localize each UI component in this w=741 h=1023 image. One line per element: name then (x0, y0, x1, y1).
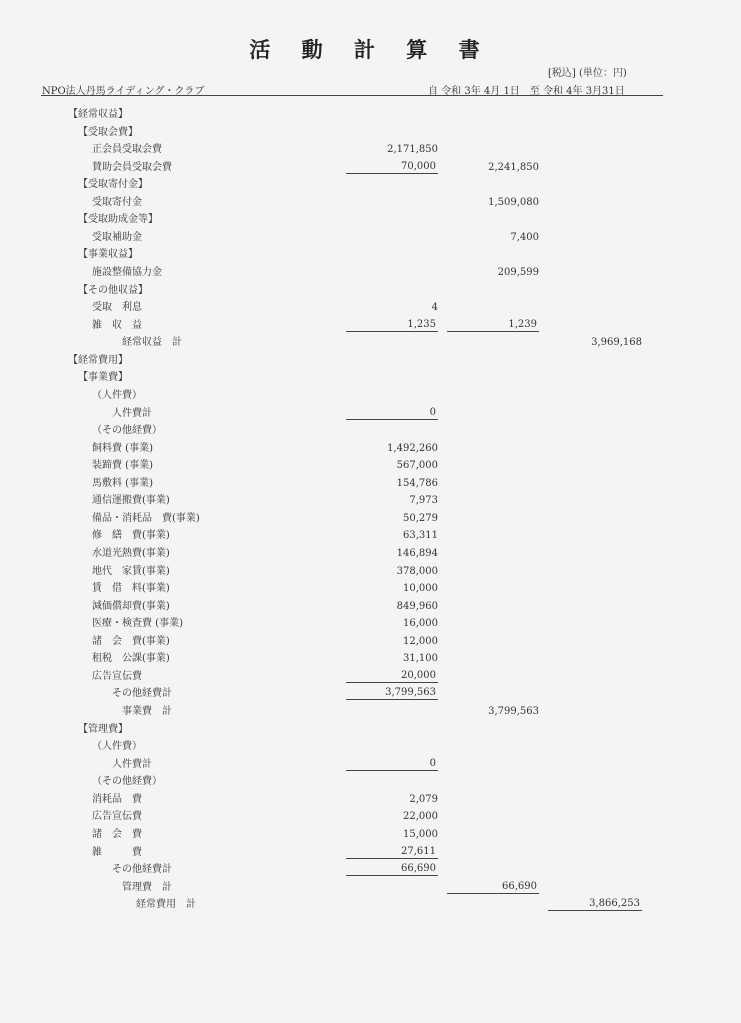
statement-row (0, 264, 741, 281)
statement-row (0, 808, 741, 825)
row-label: その他経費計 (112, 688, 172, 700)
statement-row (0, 598, 741, 615)
amount-c1: 2,171,850 (387, 144, 438, 156)
amount-c1: 27,611 (346, 844, 438, 859)
statement-row (0, 791, 741, 808)
statement-row (0, 844, 741, 861)
statement-row (0, 685, 741, 702)
statement-row (0, 194, 741, 211)
statement-row (0, 879, 741, 896)
row-label: 水道光熱費(事業) (92, 548, 170, 559)
statement-row (0, 668, 741, 685)
statement-row (0, 387, 741, 404)
statement-row (0, 492, 741, 509)
amount-c1: 12,000 (403, 635, 438, 647)
statement-row (0, 545, 741, 562)
amount-c1: 20,000 (346, 668, 438, 683)
amount-c1: 31,100 (403, 653, 438, 665)
row-label: 賃 借 料(事業) (92, 583, 170, 595)
statement-row (0, 738, 741, 755)
statement-row (0, 176, 741, 193)
row-label: 備品・消耗品 費(事業) (92, 512, 200, 524)
statement-row (0, 440, 741, 457)
amount-c3: 3,866,253 (548, 896, 642, 911)
row-label: 広告宣伝費 (92, 670, 142, 682)
row-label: 受取 利息 (92, 302, 142, 314)
amount-c1: 66,690 (346, 861, 438, 876)
statement-row (0, 159, 741, 176)
amount-c2: 209,599 (497, 267, 539, 279)
statement-row (0, 405, 741, 422)
row-label: 経常費用 計 (136, 899, 196, 911)
amount-c1: 15,000 (403, 828, 438, 840)
row-label: 諸 会 費 (92, 828, 142, 840)
fiscal-period: 自 令和 3年 4月 1日 至 令和 4年 3月31日 (428, 86, 625, 97)
statement-row (0, 650, 741, 667)
statement-row (0, 580, 741, 597)
statement-row (0, 861, 741, 878)
statement-row (0, 896, 741, 913)
amount-c1: 0 (346, 756, 438, 771)
amount-c1: 1,235 (346, 317, 438, 332)
statement-row (0, 615, 741, 632)
statement-row (0, 633, 741, 650)
statement-row (0, 527, 741, 544)
statement-row (0, 826, 741, 843)
amount-c2: 2,241,850 (488, 161, 539, 173)
row-label: 広告宣伝費 (92, 811, 142, 823)
row-label: 通信運搬費(事業) (92, 495, 170, 507)
row-label: 飼料費 (事業) (92, 442, 153, 454)
amount-c2: 1,239 (447, 317, 539, 332)
row-label: 正会員受取会費 (92, 144, 162, 156)
statement-row (0, 457, 741, 474)
row-label: 施設整備協力金 (92, 267, 162, 279)
row-label: （人件費） (92, 389, 142, 401)
row-label: 受取補助金 (92, 231, 142, 243)
document-title: 活 動 計 算 書 (249, 37, 492, 62)
statement-row (0, 299, 741, 316)
row-label: 租税 公課(事業) (92, 653, 170, 665)
row-label: 医療・検査費 (事業) (92, 618, 183, 630)
statement-row (0, 563, 741, 580)
statement-row (0, 510, 741, 527)
amount-c1: 154,786 (396, 477, 438, 489)
statement-row (0, 703, 741, 720)
row-label: 事業費 計 (122, 706, 172, 718)
row-label: 【管理費】 (78, 723, 128, 735)
amount-c3: 3,969,168 (591, 337, 642, 349)
row-label: 雑 収 益 (92, 319, 142, 331)
row-label: 減価償却費(事業) (92, 600, 170, 612)
statement-row (0, 141, 741, 158)
amount-c2: 7,400 (510, 231, 539, 243)
amount-c1: 567,000 (396, 460, 438, 472)
statement-row (0, 211, 741, 228)
unit-note: [税込] (単位：円) (548, 68, 627, 79)
statement-row (0, 369, 741, 386)
row-label: 装蹄費 (事業) (92, 460, 153, 472)
statement-row (0, 721, 741, 738)
row-label: 【経常収益】 (68, 109, 128, 120)
amount-c1: 50,279 (403, 512, 438, 524)
row-label: 管理費 計 (122, 881, 172, 893)
statement-row (0, 773, 741, 790)
statement-row (0, 756, 741, 773)
row-label: 雑 費 (92, 846, 142, 858)
row-label: （人件費） (92, 741, 142, 753)
amount-c1: 378,000 (396, 565, 438, 577)
row-label: 【その他収益】 (78, 284, 148, 296)
row-label: 消耗品 費 (92, 793, 142, 805)
row-label: 【受取助成金等】 (78, 214, 158, 226)
statement-row (0, 317, 741, 334)
amount-c1: 7,973 (409, 495, 438, 507)
amount-c1: 70,000 (346, 159, 438, 174)
amount-c2: 66,690 (447, 879, 539, 894)
statement-row (0, 124, 741, 141)
amount-c1: 16,000 (403, 618, 438, 630)
row-label: 諸 会 費(事業) (92, 635, 170, 647)
amount-c2: 3,799,563 (488, 706, 539, 718)
statement-row (0, 282, 741, 299)
row-label: （その他経費） (92, 776, 162, 788)
amount-c1: 1,492,260 (387, 442, 438, 454)
amount-c1: 22,000 (403, 811, 438, 823)
statement-row (0, 229, 741, 246)
row-label: 【受取会費】 (78, 126, 138, 138)
statement-row (0, 246, 741, 263)
row-label: 人件費計 (112, 407, 152, 419)
amount-c1: 63,311 (403, 530, 438, 542)
row-label: 【受取寄付金】 (78, 179, 148, 191)
row-label: 馬敷料 (事業) (92, 477, 153, 489)
statement-row (0, 475, 741, 492)
amount-c1: 3,799,563 (346, 685, 438, 700)
row-label: 受取寄付金 (92, 196, 142, 208)
amount-c1: 2,079 (409, 793, 438, 805)
header-rule (41, 95, 663, 96)
statement-row (0, 106, 741, 123)
row-label: （その他経費） (92, 425, 162, 437)
organization-name: NPO法人丹馬ライディング・クラブ (42, 86, 205, 97)
row-label: 人件費計 (112, 758, 152, 770)
row-label: 【事業収益】 (78, 249, 138, 261)
statement-row (0, 352, 741, 369)
amount-c1: 0 (346, 405, 438, 420)
amount-c1: 146,894 (396, 548, 438, 559)
amount-c1: 10,000 (403, 583, 438, 595)
row-label: 地代 家賃(事業) (92, 565, 170, 577)
row-label: 賛助会員受取会費 (92, 161, 172, 173)
amount-c2: 1,509,080 (488, 196, 539, 208)
row-label: 【事業費】 (78, 372, 128, 384)
amount-c1: 849,960 (396, 600, 438, 612)
statement-row (0, 334, 741, 351)
row-label: 修 繕 費(事業) (92, 530, 170, 542)
amount-c1: 4 (431, 302, 438, 314)
row-label: 【経常費用】 (68, 354, 128, 366)
statement-row (0, 422, 741, 439)
row-label: 経常収益 計 (122, 337, 182, 349)
row-label: その他経費計 (112, 864, 172, 876)
